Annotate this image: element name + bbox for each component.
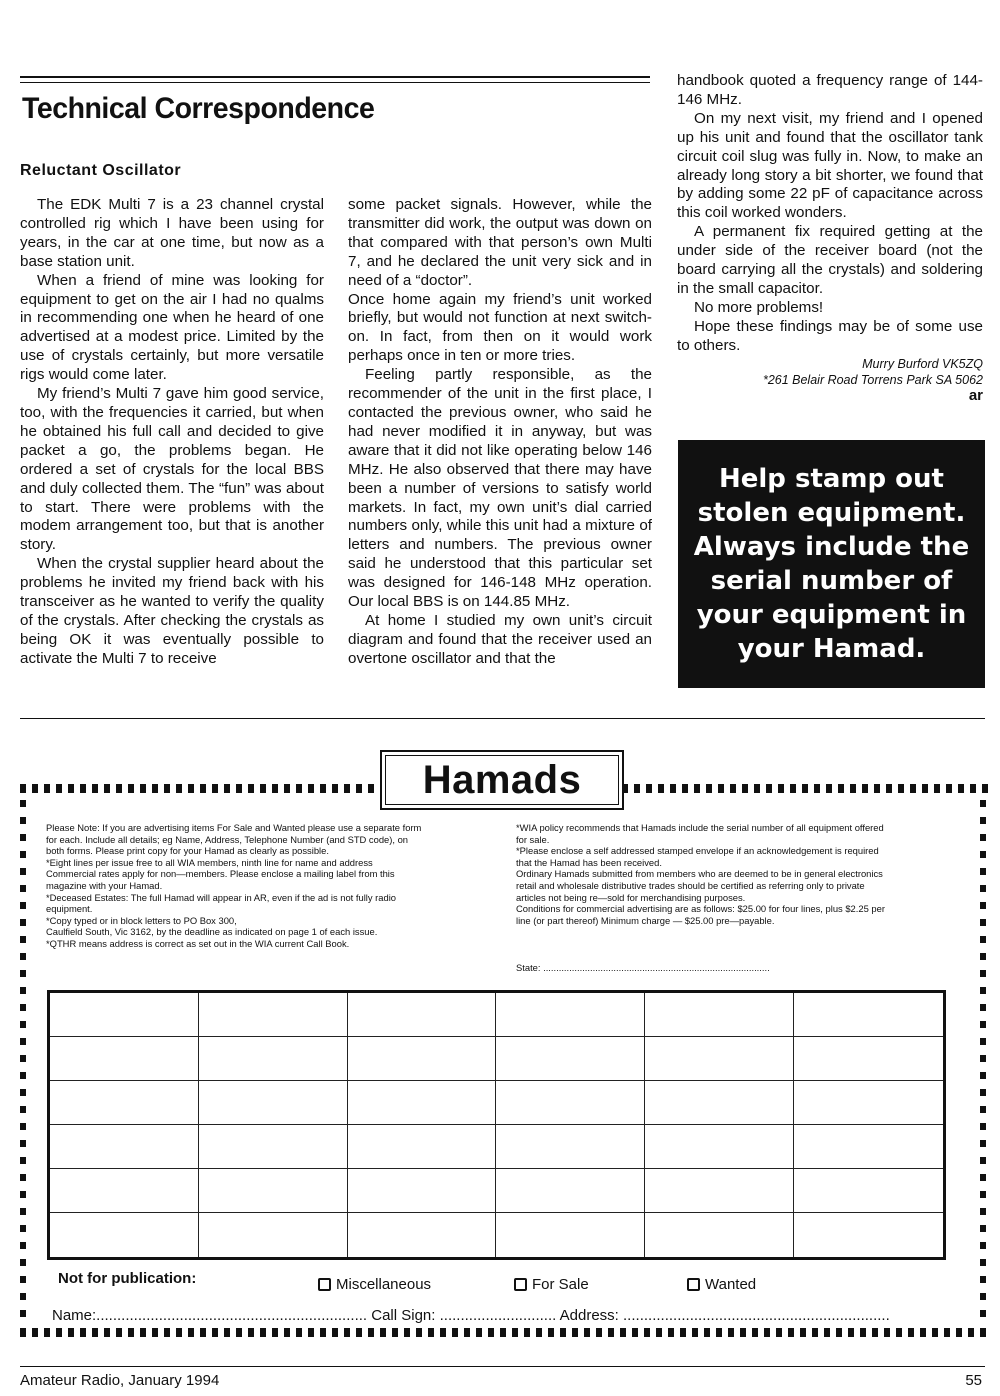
checkbox-icon[interactable] bbox=[514, 1278, 527, 1291]
paragraph: On my next visit, my friend and I opened up his unit and found that the oscillator tank circuit coil slug was fully in. Now, to make an already long story a bit shorter, we found that by adding some 22 pF of capacitance across this coil worked wonders. bbox=[677, 109, 983, 222]
grid-cell[interactable] bbox=[199, 1125, 348, 1169]
grid-cell[interactable] bbox=[50, 1037, 199, 1081]
paragraph: At home I studied my own unit’s circuit diagram and found that the receiver used an overtone oscillator and that the bbox=[348, 611, 652, 667]
article-column-2 bbox=[348, 196, 652, 669]
promo-line: your equipment in bbox=[696, 600, 967, 630]
header-rule bbox=[20, 76, 650, 78]
grid-cell[interactable] bbox=[645, 1169, 794, 1213]
grid-cell[interactable] bbox=[794, 1169, 943, 1213]
grid-cell[interactable] bbox=[348, 1213, 497, 1257]
paragraph: When a friend of mine was looking for equipment to get on the air I had no qualms in recommending one when he heard of one advertised at a modest price. Limited by the use of crystals certainly, but more versatile rigs would come later. bbox=[20, 271, 324, 384]
note-line: Ordinary Hamads submitted from members who are deemed to be in general electronics bbox=[516, 868, 883, 880]
grid-cell[interactable] bbox=[348, 1081, 497, 1125]
checkbox-icon[interactable] bbox=[687, 1278, 700, 1291]
grid-cell[interactable] bbox=[348, 993, 497, 1037]
grid-cell[interactable] bbox=[348, 1169, 497, 1213]
note-line: Caulfield South, Vic 3162, by the deadline as indicated on page 1 of each issue. bbox=[46, 926, 378, 938]
option-label: Wanted bbox=[705, 1276, 757, 1293]
note-line: *QTHR means address is correct as set out in the WIA current Call Book. bbox=[46, 937, 350, 949]
end-mark: ar bbox=[968, 386, 983, 404]
option-label: Miscellaneous bbox=[336, 1276, 432, 1293]
form-border-top-right bbox=[622, 784, 988, 793]
grid-cell[interactable] bbox=[794, 993, 943, 1037]
grid-cell[interactable] bbox=[645, 1213, 794, 1257]
option-for-sale[interactable] bbox=[514, 1276, 589, 1293]
grid-cell[interactable] bbox=[794, 1081, 943, 1125]
name-field[interactable]: Name:................................................................. bbox=[52, 1307, 368, 1324]
not-for-publication-label: Not for publication: bbox=[58, 1270, 197, 1287]
paragraph: A permanent fix required getting at the under side of the receiver board (not the board carrying all the crystals) and soldering in the small capacitor. bbox=[677, 223, 983, 297]
note-line: *WIA policy recommends that Hamads include the serial number of all equipment offered bbox=[516, 822, 884, 833]
note-line: both forms. Please print copy for your Hamad as clearly as possible. bbox=[46, 845, 329, 857]
grid-cell[interactable] bbox=[199, 993, 348, 1037]
paragraph: Hope these findings may be of some use to others. bbox=[677, 317, 983, 354]
grid-cell[interactable] bbox=[645, 1081, 794, 1125]
page-number: 55 bbox=[965, 1372, 982, 1389]
footer-rule bbox=[20, 1366, 985, 1367]
note-line: line (or part thereof) Minimum charge — $25.00 pre—payable. bbox=[516, 914, 775, 926]
paragraph: handbook quoted a frequency range of 144-146 MHz. bbox=[677, 72, 983, 108]
promo-line: Help stamp out bbox=[719, 464, 944, 494]
grid-cell[interactable] bbox=[199, 1213, 348, 1257]
paragraph: The EDK Multi 7 is a 23 channel crystal controlled rig which I have been using for years, in the car at one time, but now as a base station unit. bbox=[20, 196, 324, 270]
note-line: *Deceased Estates: The full Hamad will appear in AR, even if the ad is not fully radio bbox=[46, 891, 397, 903]
grid-cell[interactable] bbox=[794, 1125, 943, 1169]
grid-cell[interactable] bbox=[348, 1037, 497, 1081]
note-line: Please Note: If you are advertising items For Sale and Wanted please use a separate form bbox=[46, 822, 422, 833]
grid-cell[interactable] bbox=[645, 1125, 794, 1169]
promo-line: Always include the bbox=[693, 532, 970, 562]
header-rule-thin bbox=[20, 82, 650, 83]
grid-cell[interactable] bbox=[645, 993, 794, 1037]
note-line: that the Hamad has been received. bbox=[516, 856, 662, 868]
grid-cell[interactable] bbox=[496, 1125, 645, 1169]
promo-box bbox=[678, 440, 985, 688]
grid-cell[interactable] bbox=[348, 1125, 497, 1169]
grid-cell[interactable] bbox=[50, 1213, 199, 1257]
section-divider bbox=[20, 718, 985, 719]
section-title: Technical Correspondence bbox=[22, 92, 375, 125]
grid-cell[interactable] bbox=[199, 1081, 348, 1125]
note-line: retail and wholesale distributive trades should be certified as referring only to private bbox=[516, 879, 865, 891]
author-address: *261 Belair Road Torrens Park SA 5062 bbox=[762, 372, 983, 387]
grid-cell[interactable] bbox=[496, 1081, 645, 1125]
paragraph: Once home again my friend’s unit worked briefly, but would not function at next switch-on. In fact, from then on it would work perhaps once in ten or more tries. bbox=[348, 290, 652, 365]
grid-cell[interactable] bbox=[50, 1125, 199, 1169]
promo-line: serial number of bbox=[710, 566, 953, 596]
grid-cell[interactable] bbox=[496, 1037, 645, 1081]
paragraph: Feeling partly responsible, as the recommender of the unit in the first place, I contacted the previous owner, who said he had never modified it in anyway, but was aware that it did not like operating below 146 MHz. He also observed that there may have been a number of versions to satisfy world markets. In fact, my own unit’s dial carried numbers only, while this unit had a mixture of letters and numbers. The previous owner said he understood that this particular set was designed for 146-148 MHz operation. Our local BBS is on 144.85 MHz. bbox=[348, 366, 652, 611]
grid-cell[interactable] bbox=[199, 1037, 348, 1081]
form-border-right bbox=[980, 800, 986, 1320]
paragraph: some packet signals. However, while the transmitter did work, the output was down on that compared with that person’s own Multi 7, and he declared the unit very sick and in need of a “doctor”. bbox=[348, 196, 652, 289]
form-border-bottom bbox=[20, 1328, 988, 1337]
author-name: Murry Burford VK5ZQ bbox=[862, 356, 983, 371]
form-border-left bbox=[20, 800, 26, 1320]
option-label: For Sale bbox=[532, 1276, 589, 1293]
grid-cell[interactable] bbox=[794, 1037, 943, 1081]
grid-cell[interactable] bbox=[50, 1169, 199, 1213]
note-line: articles not being re—sold for merchandising purposes. bbox=[516, 891, 746, 903]
notes-right bbox=[516, 822, 885, 926]
note-line: *Please enclose a self addressed stamped envelope if an acknowledgement is required bbox=[516, 845, 879, 857]
grid-cell[interactable] bbox=[496, 993, 645, 1037]
article-subtitle: Reluctant Oscillator bbox=[20, 162, 182, 179]
grid-cell[interactable] bbox=[50, 1081, 199, 1125]
hamads-title-box bbox=[380, 750, 624, 810]
option-wanted[interactable] bbox=[687, 1276, 756, 1293]
article-column-3 bbox=[677, 72, 983, 404]
note-line: for sale. bbox=[516, 833, 550, 845]
callsign-field[interactable]: Call Sign: ............................ bbox=[371, 1307, 557, 1324]
option-miscellaneous[interactable] bbox=[318, 1276, 431, 1293]
publication-name: Amateur Radio, January 1994 bbox=[20, 1372, 220, 1389]
promo-line: stolen equipment. bbox=[697, 498, 966, 528]
article-column-1 bbox=[20, 196, 324, 669]
note-line: equipment. bbox=[46, 903, 93, 915]
checkbox-icon[interactable] bbox=[318, 1278, 331, 1291]
note-line: *Eight lines per issue free to all WIA members, ninth line for name and address bbox=[46, 856, 373, 868]
address-field[interactable]: Address: ................................................................ bbox=[559, 1307, 890, 1324]
grid-cell[interactable] bbox=[199, 1169, 348, 1213]
grid-cell[interactable] bbox=[50, 993, 199, 1037]
paragraph: No more problems! bbox=[694, 298, 824, 316]
note-line: Commercial rates apply for non—members. Please enclose a mailing label from this bbox=[46, 868, 395, 880]
grid-cell[interactable] bbox=[645, 1037, 794, 1081]
ad-entry-grid bbox=[47, 990, 946, 1260]
grid-cell[interactable] bbox=[496, 1169, 645, 1213]
paragraph: When the crystal supplier heard about the problems he invited my friend back with his transceiver as he wanted to verify the quality of the crystals. After checking the crystals as being OK it was eventually possible to activate the Multi 7 to receive bbox=[20, 555, 324, 667]
note-line: Conditions for commercial advertising are as follows: $25.00 for four lines, plus $2.25 per bbox=[516, 903, 885, 915]
grid-cell[interactable] bbox=[794, 1213, 943, 1257]
note-line: for each. Include all details; eg Name, Address, Telephone Number (and STD code), on bbox=[46, 833, 409, 845]
note-line: *Copy typed or in block letters to PO Box 300, bbox=[46, 914, 237, 926]
note-line: magazine with your Hamad. bbox=[46, 879, 163, 891]
paragraph: My friend’s Multi 7 gave him good service, too, with the frequencies it carried, but when he obtained his full call and decided to give packet a go, the problems began. He ordered a set of crystals for the local BBS and duly collected them. The “fun” was about to start. There were problems with the modem arrangement too, but that is another story. bbox=[20, 385, 324, 554]
promo-line: your Hamad. bbox=[737, 634, 926, 664]
hamads-title: Hamads bbox=[422, 757, 582, 802]
grid-cell[interactable] bbox=[496, 1213, 645, 1257]
contact-fields bbox=[52, 1307, 890, 1324]
state-field[interactable]: State: ....................................................................................... bbox=[516, 962, 770, 973]
notes-left bbox=[46, 822, 421, 950]
form-border-top-left bbox=[20, 784, 380, 793]
